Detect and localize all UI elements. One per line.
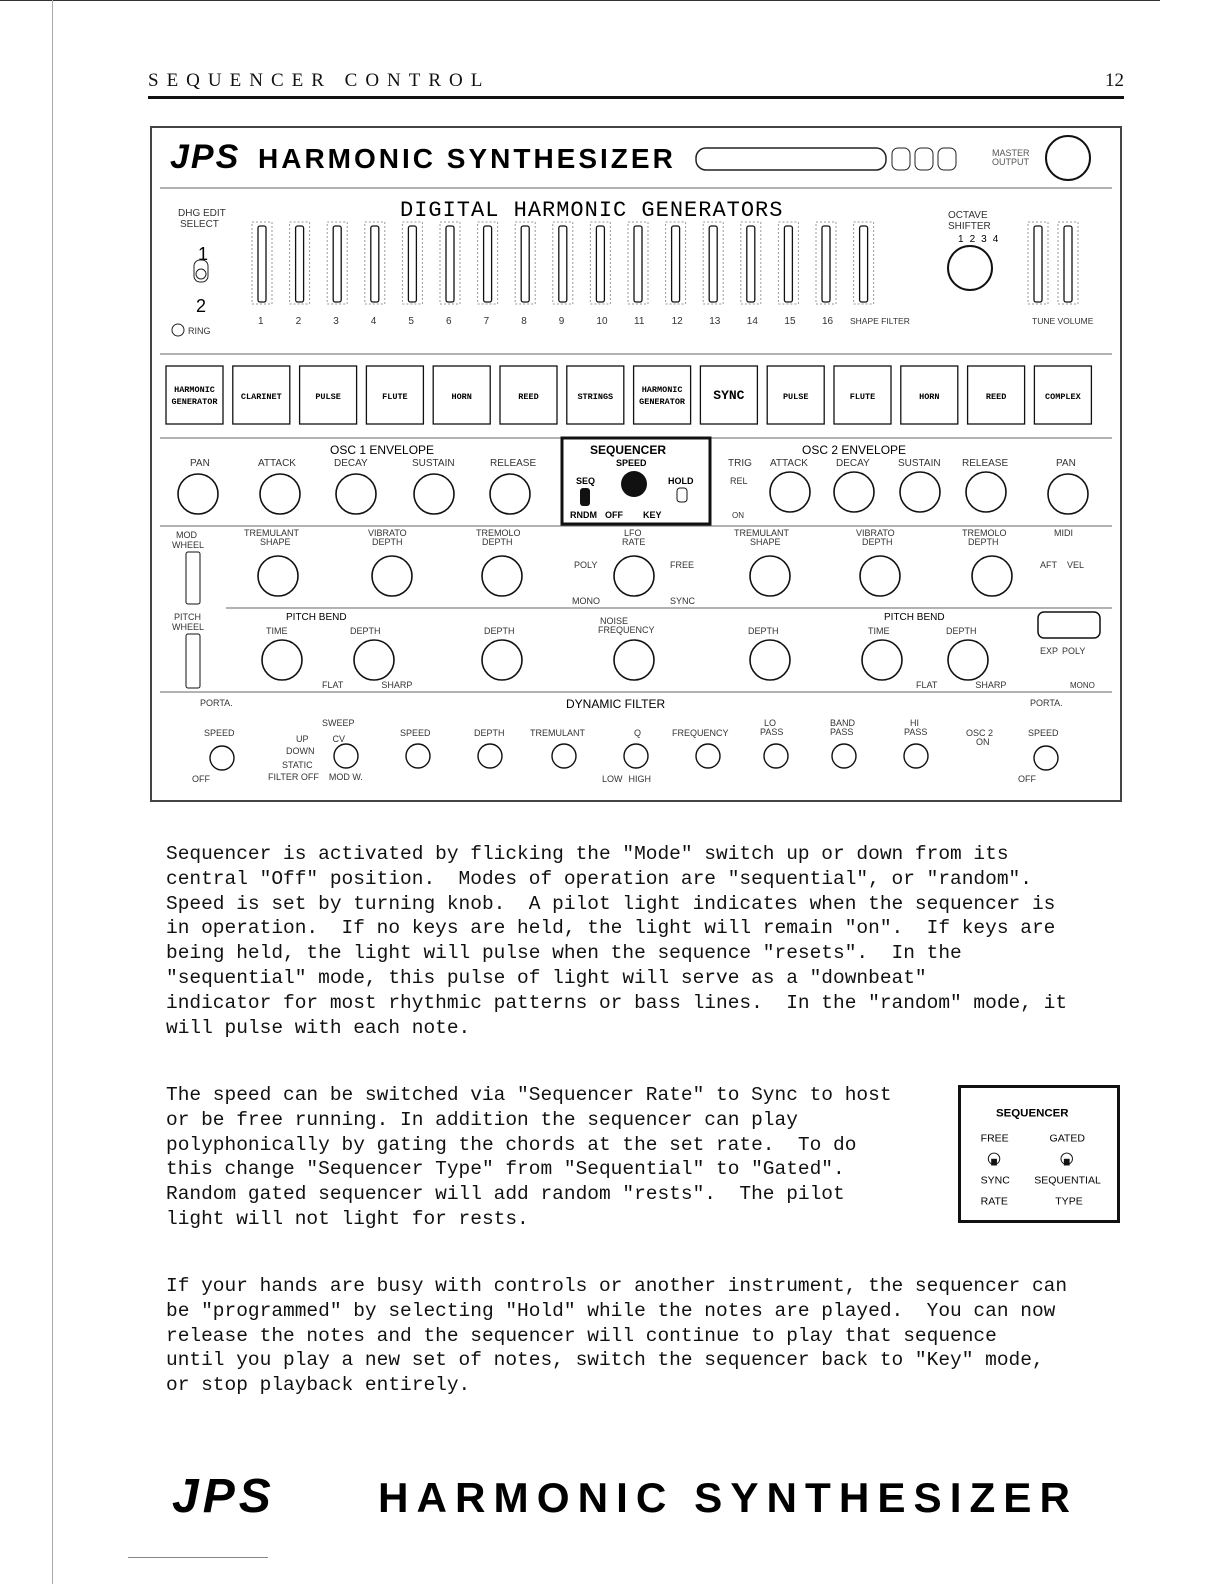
- svg-text:HOLD: HOLD: [668, 476, 694, 486]
- svg-text:PORTA.: PORTA.: [200, 698, 233, 708]
- svg-text:PITCHWHEEL: PITCH WHEEL: [172, 612, 205, 632]
- svg-text:REED: REED: [518, 392, 539, 402]
- svg-text:STRINGS: STRINGS: [577, 392, 614, 402]
- svg-text:FREE: FREE: [670, 560, 695, 570]
- svg-text:MODWHEEL: MOD WHEEL: [172, 530, 205, 550]
- master-output-label: MASTER OUTPUT: [992, 148, 1030, 167]
- slider-number: 14: [746, 316, 758, 327]
- top-rule: [0, 0, 1160, 1]
- slider-number: 5: [408, 316, 414, 327]
- svg-text:FLATSHARP: FLAT SHARP: [916, 680, 1007, 690]
- svg-text:SEQ: SEQ: [576, 476, 596, 486]
- svg-text:HORN: HORN: [919, 392, 940, 402]
- svg-text:HARMONIC: HARMONIC: [641, 385, 683, 395]
- svg-text:TIMEDEPTH: TIME DEPTH: [266, 626, 381, 636]
- svg-text:TREMULANT: TREMULANT: [530, 728, 586, 738]
- tune-volume-label: TUNE VOLUME: [1032, 316, 1094, 326]
- svg-text:NOISEFREQUENCY: NOISE FREQUENCY: [598, 616, 655, 635]
- svg-text:OSC 2ON: OSC 2 ON: [966, 728, 994, 747]
- octave-label: OCTAVE SHIFTER: [948, 210, 991, 232]
- svg-text:GATED: GATED: [1049, 1132, 1085, 1145]
- svg-text:FLATSHARP: FLAT SHARP: [322, 680, 413, 690]
- svg-text:1: 1: [198, 244, 209, 264]
- slider-number: 1: [258, 316, 264, 327]
- svg-text:REED: REED: [985, 392, 1007, 402]
- svg-text:FREQUENCY: FREQUENCY: [672, 728, 729, 738]
- svg-text:PULSE: PULSE: [315, 392, 341, 402]
- bottom-link-rule: [128, 1557, 268, 1558]
- svg-text:TYPE: TYPE: [1055, 1195, 1083, 1208]
- svg-text:PULSE: PULSE: [782, 392, 809, 402]
- svg-text:BANDPASS: BAND PASS: [830, 718, 856, 737]
- slider-number: 12: [671, 316, 683, 327]
- svg-text:RNDMOFFKEY: RNDM OFF KEY: [570, 510, 662, 520]
- slider-number: 4: [370, 316, 377, 327]
- svg-text:SEQUENCER: SEQUENCER: [995, 1107, 1069, 1120]
- svg-text:SPEED: SPEED: [616, 458, 647, 468]
- svg-text:SEQUENTIAL: SEQUENTIAL: [1034, 1174, 1101, 1187]
- svg-text:AFTVEL: AFT VEL: [1040, 560, 1085, 570]
- svg-text:FLUTE: FLUTE: [849, 392, 876, 402]
- svg-text:SYNC: SYNC: [713, 388, 745, 403]
- svg-text:SEQUENCER: SEQUENCER: [590, 443, 667, 457]
- svg-text:VIBRATODEPTH: VIBRATO DEPTH: [368, 528, 407, 547]
- svg-text:PORTA.: PORTA.: [1030, 698, 1063, 708]
- dhg-title: DIGITAL HARMONIC GENERATORS: [400, 198, 784, 223]
- svg-text:UPCV: UP CV: [296, 734, 346, 744]
- svg-text:FILTER OFFMOD W.: FILTER OFF MOD W.: [268, 772, 363, 782]
- svg-text:GENERATOR: GENERATOR: [171, 397, 218, 407]
- svg-text:Q: Q: [634, 728, 642, 738]
- svg-text:1234: 1 2 3 4: [958, 234, 999, 245]
- svg-text:DEPTH: DEPTH: [484, 626, 515, 636]
- svg-text:TREMOLODEPTH: TREMOLO DEPTH: [476, 528, 521, 547]
- paragraph-speed: The speed can be switched via "Sequencer Rate" to Sync to host or be free running. In addition the sequencer can play polyphonically by gating the chords at the set rate. To do this change "Sequencer Type" from "Sequential" to "Gated". Random gated sequencer will add random "rests". The pilot light will not light for rests.: [166, 1084, 892, 1230]
- svg-text:POLY: POLY: [574, 560, 598, 570]
- slider-number: 9: [558, 316, 565, 327]
- panel-name: HARMONIC SYNTHESIZER: [258, 143, 676, 174]
- svg-text:TREMULANTSHAPE: TREMULANT SHAPE: [734, 528, 790, 547]
- svg-text:FREE: FREE: [980, 1132, 1009, 1145]
- svg-text:LFORATE: LFO RATE: [622, 528, 646, 547]
- dhg-edit-label: DHG EDIT SELECT: [178, 208, 226, 230]
- svg-text:HIPASS: HI PASS: [904, 718, 928, 737]
- svg-text:SPEED: SPEED: [1028, 728, 1059, 738]
- svg-text:PITCH BEND: PITCH BEND: [884, 612, 945, 623]
- svg-text:OFF: OFF: [192, 774, 210, 784]
- slider-number: 13: [709, 316, 721, 327]
- slider-number: SHAPE FILTER: [850, 316, 910, 326]
- sequencer-rate-type-figure: [958, 1085, 1120, 1223]
- svg-text:COMPLEX: COMPLEX: [1045, 392, 1081, 402]
- svg-text:ATTACKDECAYSUSTAINRELEASE: ATTACK DECAY SUSTAIN RELEASE: [258, 458, 537, 469]
- svg-text:LOPASS: LO PASS: [760, 718, 784, 737]
- svg-text:OSC 2 ENVELOPE: OSC 2 ENVELOPE: [802, 443, 907, 457]
- svg-text:2: 2: [196, 296, 207, 316]
- svg-text:PAN: PAN: [190, 458, 210, 469]
- svg-text:SYNC: SYNC: [980, 1174, 1010, 1187]
- slider-number: 8: [521, 316, 527, 327]
- slider-number: 3: [333, 316, 339, 327]
- svg-text:DYNAMIC FILTER: DYNAMIC FILTER: [566, 697, 666, 711]
- footer-logo: [172, 1472, 1078, 1516]
- svg-text:PITCH BEND: PITCH BEND: [286, 612, 347, 623]
- svg-text:DOWN: DOWN: [286, 746, 315, 756]
- ring-label: RING: [188, 326, 211, 336]
- svg-text:CLARINET: CLARINET: [240, 392, 282, 402]
- svg-text:EXPPOLY: EXP POLY: [1040, 646, 1086, 656]
- svg-text:OSC 1 ENVELOPE: OSC 1 ENVELOPE: [330, 443, 435, 457]
- svg-text:FLUTE: FLUTE: [382, 392, 408, 402]
- svg-text:DEPTH: DEPTH: [748, 626, 779, 636]
- left-margin-rule: [52, 0, 53, 1584]
- synth-panel: [150, 126, 1122, 802]
- svg-text:TREMOLODEPTH: TREMOLO DEPTH: [962, 528, 1007, 547]
- svg-text:MONO: MONO: [1070, 681, 1095, 690]
- sequencer-speed-knob: [621, 471, 647, 497]
- slider-number: 6: [446, 316, 452, 327]
- svg-text:PAN: PAN: [1056, 458, 1076, 469]
- svg-text:VIBRATODEPTH: VIBRATO DEPTH: [856, 528, 895, 547]
- slider-number: 7: [483, 316, 490, 327]
- svg-text:TRIGATTACKDECAYSUSTAINRELEASE: TRIG ATTACK DECAY SUSTAIN RELEASE: [728, 458, 1009, 469]
- slider-number: 11: [634, 316, 645, 327]
- svg-text:REL: REL: [730, 476, 748, 486]
- svg-text:RATE: RATE: [980, 1195, 1008, 1208]
- svg-text:SPEED: SPEED: [400, 728, 431, 738]
- svg-text:DEPTH: DEPTH: [474, 728, 505, 738]
- svg-text:MIDI: MIDI: [1054, 528, 1073, 538]
- svg-text:LOWHIGH: LOW HIGH: [602, 774, 652, 784]
- paragraph-mode: Sequencer is activated by flicking the "Mode" switch up or down from its central "Off" position. Modes of operation are "sequential", or "random". Speed is set by turning knob. A pilot light indicates when the sequencer is in operation. If no keys are held, the light will remain "on". If keys are being held, the light will pulse when the sequence "resets". In the "sequential" mode, this pulse of light will serve as a "downbeat" indicator for most rhythmic patterns or bass lines. In the "random" mode, it will pulse with each note.: [166, 843, 1068, 1039]
- svg-text:HARMONIC SYNTHESIZER: HARMONIC SYNTHESIZER: [378, 1474, 1078, 1516]
- slider-number: 10: [596, 316, 608, 327]
- svg-text:OFF: OFF: [1018, 774, 1036, 784]
- slider-number: 15: [784, 316, 796, 327]
- slider-number: 2: [295, 316, 302, 327]
- svg-text:SPEED: SPEED: [204, 728, 235, 738]
- paragraph-hold: If your hands are busy with controls or another instrument, the sequencer can be "programmed" by selecting "Hold" while the notes are played. You can now release the notes and the sequencer will continue to play that sequence until you play a new set of notes, switch the sequencer back to "Key" mode, or stop playback entirely.: [166, 1275, 1068, 1397]
- svg-text:SWEEP: SWEEP: [322, 718, 355, 728]
- svg-text:GENERATOR: GENERATOR: [639, 397, 686, 407]
- page-title: SEQUENCER CONTROL: [148, 70, 491, 91]
- svg-text:TREMULANTSHAPE: TREMULANT SHAPE: [244, 528, 300, 547]
- svg-text:STATIC: STATIC: [282, 760, 313, 770]
- panel-brand: JPS: [170, 138, 241, 176]
- svg-text:JPS: JPS: [172, 1472, 275, 1516]
- svg-text:SYNC: SYNC: [670, 596, 696, 606]
- svg-text:MONO: MONO: [572, 596, 600, 606]
- svg-text:HORN: HORN: [451, 392, 472, 402]
- svg-text:TIMEDEPTH: TIME DEPTH: [868, 626, 977, 636]
- slider-number: 16: [822, 316, 834, 327]
- header-rule: [148, 96, 1124, 99]
- page-number: 12: [1105, 70, 1124, 91]
- svg-text:HARMONIC: HARMONIC: [174, 385, 215, 395]
- svg-text:ON: ON: [732, 511, 744, 520]
